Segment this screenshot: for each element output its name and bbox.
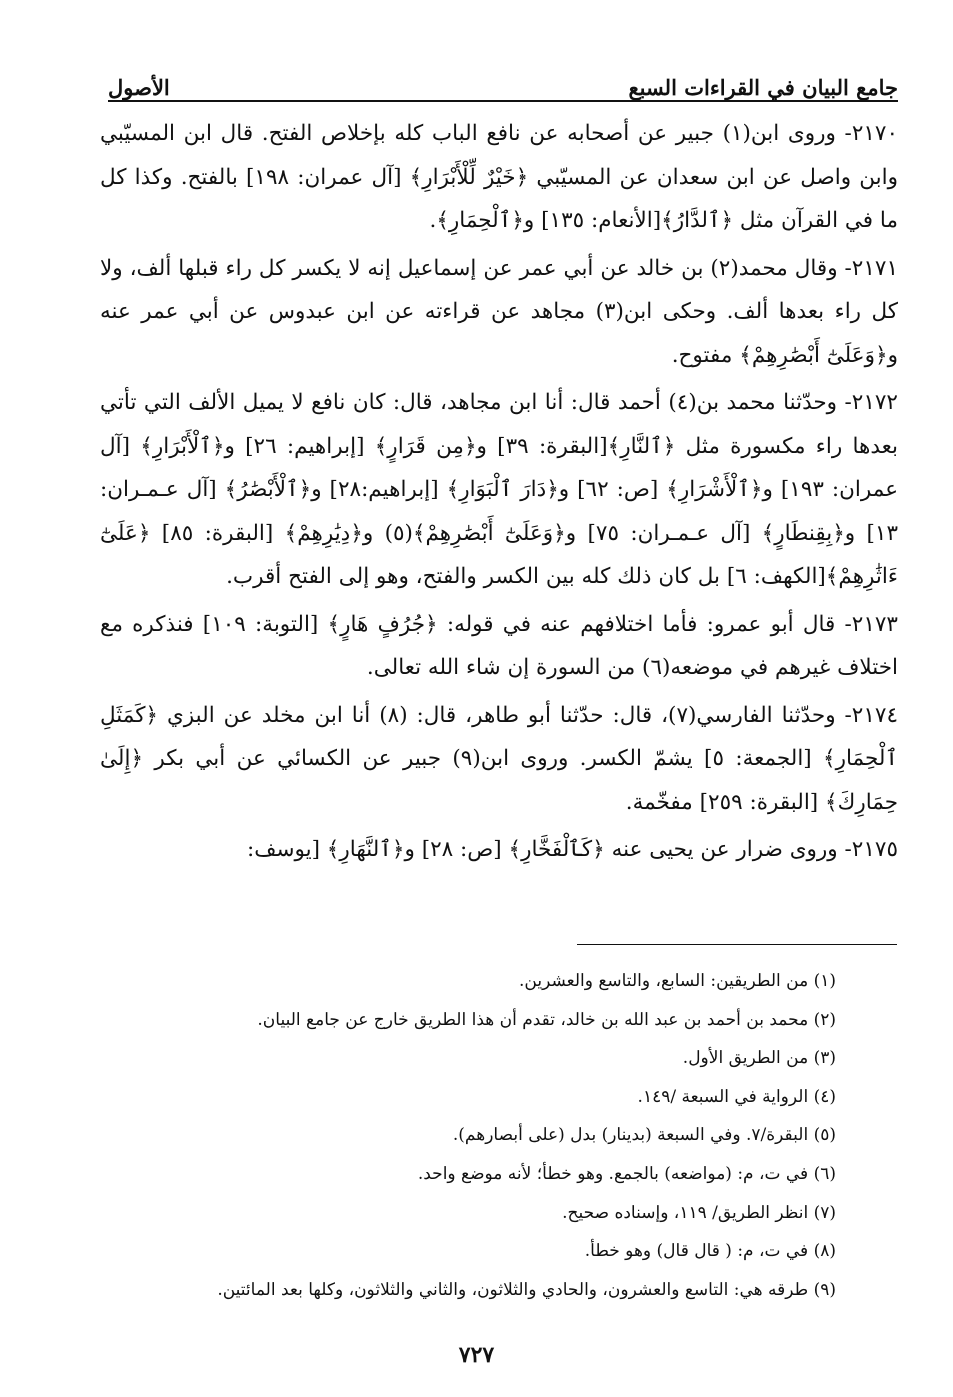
main-text [100, 112, 898, 872]
running-header [108, 60, 898, 100]
footnote-2: (٢) محمد بن أحمد بن عبد الله بن خالد، تقدم أن هذا الطريق خارج عن جامع البيان. [257, 1009, 836, 1030]
paragraph-2172: ٢١٧٢- وحدّثنا محمد بن(٤) أحمد قال: أنا ابن مجاهد، قال: كان نافع لا يميل الألف التي تأتي بعدها راء مكسورة مثل ﴿ٱلنَّارِ﴾[البقرة: ٣٩] و﴿مِن قَرَارٍ﴾ [إبراهيم: ٢٦] و﴿ٱلْأَبْرَارِ﴾ [آل عمران: ١٩٣] و﴿ٱلْأَشْرَارِ﴾ [ص: ٦٢] و﴿دَارَ ٱلْبَوَارِ﴾ [إبراهيم:٢٨] و﴿ٱلْأَبْصَٰرُ﴾ [آل عـمـران: ١٣] و﴿بِقِنطَارٍ﴾ [آل عـمـران: ٧٥] و﴿وَعَلَىٰٓ أَبْصَٰرِهِمْ﴾(٥) و﴿دِيَٰرِهِمْ﴾ [البقرة: ٨٥] ﴿عَلَىٰٓ ءَاثَٰرِهِمْ﴾[الكهف: ٦] بل كان ذلك كله بين الكسر والفتح، وهو إلى الفتح أقرب. [100, 390, 899, 589]
paragraph-2171: ٢١٧١- وقال محمد(٢) بن خالد عن أبي عمر عن إسماعيل إنه لا يكسر كل راء قبلها ألف، ولا كل راء بعدها ألف. وحكى ابن(٣) مجاهد عن قراءته عن ابن عبدوس عن أبي عمر عنه و﴿وَعَلَىٰٓ أَبْصَٰرِهِمْ﴾ مفتوح. [100, 255, 899, 368]
paragraph-2170: ٢١٧٠- وروى ابن(١) جبير عن أصحابه عن نافع الباب كله بإخلاص الفتح. قال ابن المسيّبي وابن واصل عن ابن سعدان عن المسيّبي ﴿خَيْرٌ لِّلْأَبْرَارِ﴾ [آل عمران: ١٩٨] بالفتح. وكذا كل ما في القرآن مثل ﴿ٱلدَّارُ﴾[الأنعام: ١٣٥] و﴿ٱلْحِمَارِ﴾. [100, 121, 899, 233]
footnote-8: (٨) في ت، م: ( قال قال) وهو خطأ. [584, 1241, 836, 1262]
footnote-5: (٥) البقرة/٧. وفي السبعة (بدينار) بدل (على أبصارهم). [452, 1125, 836, 1146]
header-rule [108, 100, 898, 102]
footnote-7: (٧) انظر الطريق/ ١١٩، وإسناده صحيح. [562, 1202, 836, 1223]
paragraph-2173: ٢١٧٣- قال أبو عمرو: فأما اختلافهم عنه في قوله: ﴿جُرُفٍ هَارٍ﴾ [التوبة: ١٠٩] فنذكره مع اختلاف غيرهم في موضعه(٦) من السورة إن شاء الله تعالى. [100, 611, 898, 680]
page-number: ٧٢٧ [458, 1342, 495, 1368]
footnote-6: (٦) في ت، م: (مواضعه) بالجمع. وهو خطأ؛ لأنه موضع واحد. [417, 1163, 836, 1184]
paragraph-2174: ٢١٧٤- وحدّثنا الفارسي(٧)، قال: حدّثنا أبو طاهر، قال: (٨) أنا ابن مخلد عن البزي ﴿كَمَثَلِ ٱلْحِمَارِ﴾ [الجمعة: ٥] يشمّ الكسر. وروى ابن(٩) جبير عن الكسائي عن أبي بكر ﴿إِلَىٰ حِمَارِكَ﴾ [البقرة: ٢٥٩] مفخّمة. [100, 702, 898, 815]
book-title: جامع البيان في القراءات السبع [628, 75, 898, 100]
section-title: الأصول [108, 75, 170, 100]
footnote-4: (٤) الرواية في السبعة /١٤٩. [637, 1086, 836, 1107]
footnote-separator [577, 944, 897, 945]
footnote-3: (٣) من الطريق الأول. [682, 1048, 836, 1069]
footnote-1: (١) من الطريقين: السابع، والتاسع والعشرين. [519, 971, 836, 991]
footnotes [96, 962, 836, 1309]
footnote-9: (٩) طرقه هي: التاسع والعشرون، والحادي والثلاثون، والثاني والثلاثون، وكلها بعد المائتين. [217, 1279, 836, 1300]
paragraph-2175: ٢١٧٥- وروى ضرار عن يحيى عنه ﴿كَٱلْفَخَّارِ﴾ [ص: ٢٨] و﴿ٱلنَّهَارِ﴾ [يوسف: [246, 837, 898, 862]
